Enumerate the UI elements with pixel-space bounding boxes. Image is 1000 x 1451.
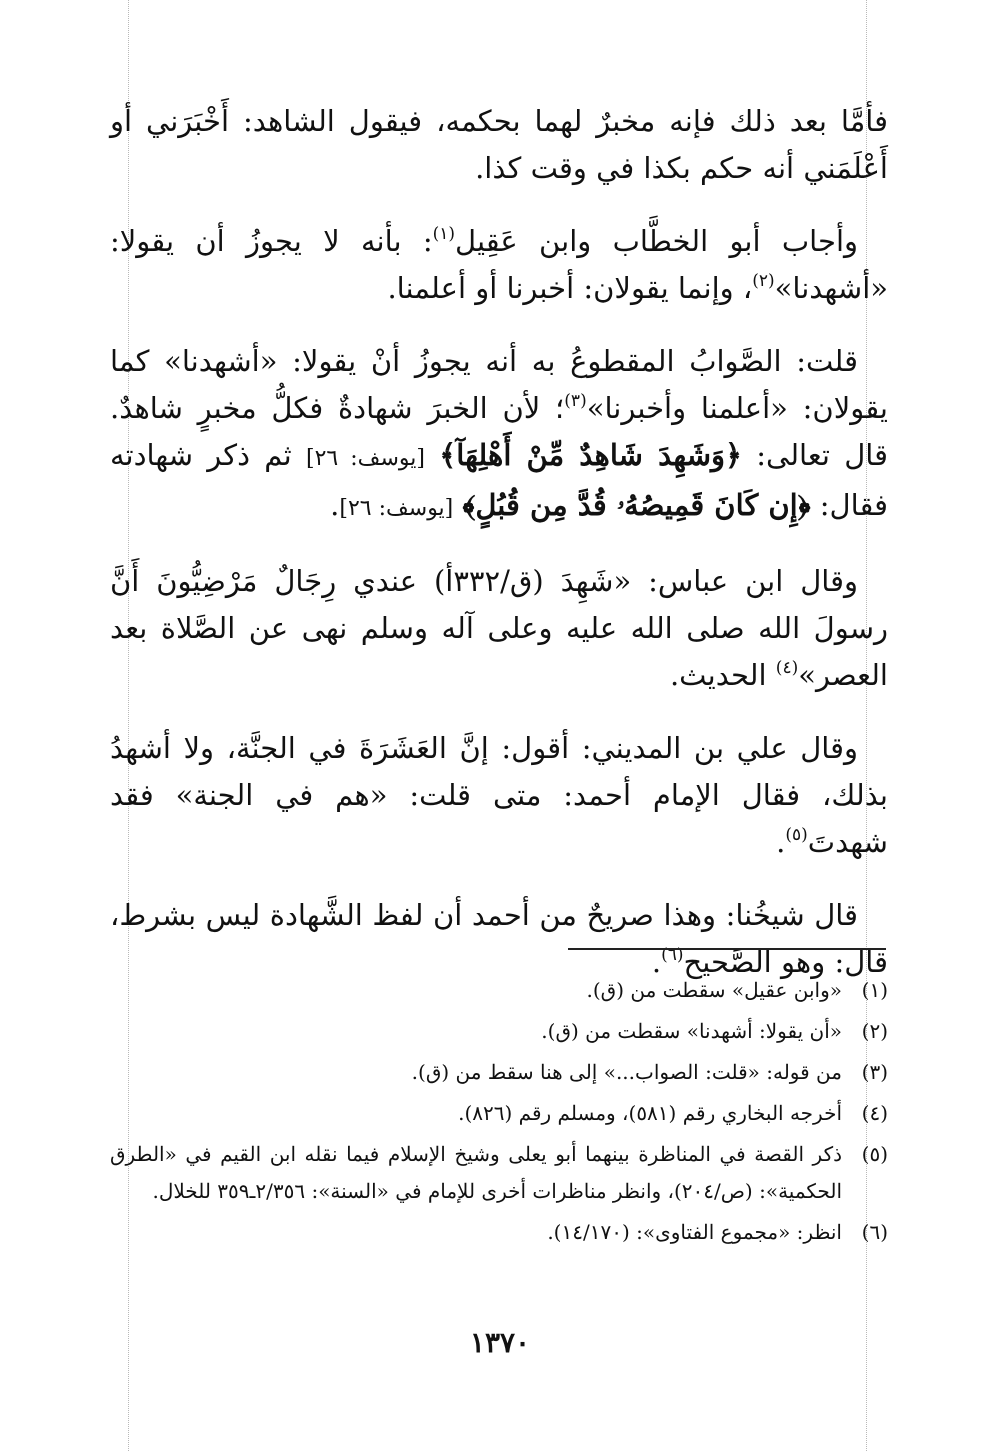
footnote-marker-3: (٣) [564,391,587,411]
paragraph-2-text-a: وأجاب أبو الخطَّاب وابن عَقِيل [455,224,859,258]
quran-verse-2: ﴿إِن كَانَ قَمِيصُهُۥ قُدَّ مِن قُبُلٍ﴾ [462,488,811,522]
page-number: ١٣٧٠ [469,1326,531,1359]
paragraph-3-text-d: . [330,488,340,522]
paragraph-6-text-a: قال شيخُنا: وهذا صريحٌ من أحمد أن لفظ الشَّهادة ليس بشرط، قال: وهو الصَّحيح [110,898,888,979]
footnote-text: من قوله: «قلت: الصواب...» إلى هنا سقط من (ق). [411,1060,842,1084]
paragraph-5-text-b: . [776,825,786,859]
footnotes [110,972,888,1255]
footnote-marker-2: (٢) [752,271,775,291]
footnote-marker-4: (٤) [775,658,799,678]
paragraph-5 [110,725,888,866]
paragraph-2 [110,218,888,312]
footnote-item [110,1136,888,1210]
footnote-item [110,972,888,1009]
paragraph-2-text-c: ، وإنما يقولان: أخبرنا أو أعلمنا. [387,271,753,305]
footnote-number: (٤) [861,1101,888,1125]
footnote-number: (٦) [861,1220,888,1244]
footnote-number: (٢) [861,1019,888,1043]
footnote-item [110,1095,888,1132]
footnote-number: (٥) [861,1142,888,1166]
footnote-number: (١) [861,978,888,1002]
footnote-item [110,1013,888,1050]
paragraph-3-text-c: ثم ذكر شهادته فقال: [110,438,888,522]
footnote-marker-5: (٥) [785,825,808,845]
footnote-number: (٣) [861,1060,888,1084]
paragraph-1-text: فأمَّا بعد ذلك فإنه مخبرٌ لهما بحكمه، فيقول الشاهد: أَخْبَرَني أو أَعْلَمَني أنه حكم بكذا في وقت كذا. [110,104,888,185]
paragraph-3-text-b: ؛ لأن الخبرَ شهادةٌ فكلُّ مخبرٍ شاهدٌ. قال تعالى: [110,391,888,472]
footnote-item [110,1214,888,1251]
paragraph-5-text-a: وقال علي بن المديني: أقول: إنَّ العَشَرَةَ في الجنَّة، ولا أشهدُ بذلك، فقال الإمام أحمد: متى قلت: «هم في الجنة» فقد شهدتَ [110,731,888,859]
paragraph-3-text-a: قلت: الصَّوابُ المقطوعُ به أنه يجوزُ أنْ يقولا: «أشهدنا» كما يقولان: «أعلمنا وأخبرنا» [110,344,888,425]
main-text [110,98,888,1012]
verse-reference-1: [يوسف: ٢٦] [305,446,425,471]
paragraph-4-text-b: الحديث. [669,658,776,692]
quran-verse-1: ﴿وَشَهِدَ شَاهِدٌ مِّنْ أَهْلِهَآ﴾ [439,438,742,472]
footnote-text: أخرجه البخاري رقم (٥٨١)، ومسلم رقم (٨٢٦). [458,1101,842,1125]
footnote-item [110,1054,888,1091]
footnote-text: انظر: «مجموع الفتاوى»: (١٤/١٧٠). [547,1220,842,1244]
footnote-text: ذكر القصة في المناظرة بينهما أبو يعلى وشيخ الإسلام فيما نقله ابن القيم في «الطرق الحكمية»: (ص/٢٠٤)، وانظر مناظرات أخرى للإمام في «السنة»: ٢/٣٥٦ـ٣٥٩ للخلال. [110,1142,842,1203]
footnote-marker-6: (٦) [661,945,684,965]
footnote-text: «وابن عقيل» سقطت من (ق). [586,978,842,1002]
footnote-text: «أن يقولا: أشهدنا» سقطت من (ق). [541,1019,842,1043]
paragraph-6-text-b: . [651,945,662,979]
paragraph-4-text-a: وقال ابن عباس: «شَهِدَ (ق/٣٣٢أ) عندي رِجَالٌ مَرْضِيُّونَ أَنَّ رسولَ الله صلى الله عليه وعلى آله وسلم نهى عن الصَّلاة بعد العصر» [110,564,888,692]
paragraph-1 [110,98,888,192]
footnote-marker-1: (١) [432,224,456,244]
footnote-separator [568,948,886,950]
paragraph-3 [110,338,888,532]
paragraph-4 [110,558,888,699]
paragraph-2-text-b: : بأنه لا يجوزُ أن يقولا: «أشهدنا» [110,224,888,305]
verse-reference-2: [يوسف: ٢٦] [339,496,454,521]
